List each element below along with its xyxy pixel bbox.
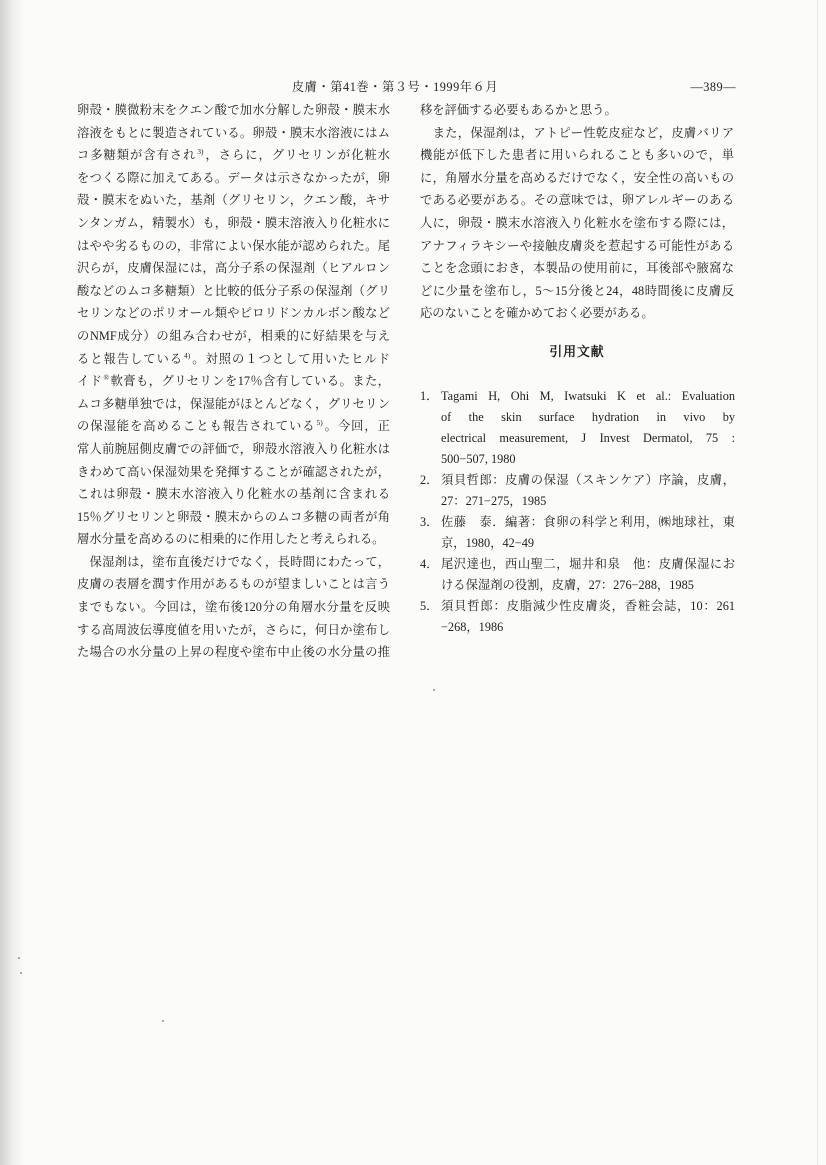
right-column [420, 99, 734, 325]
reference-line: 京，1980，42−49 [441, 536, 535, 550]
reference-text [441, 386, 735, 470]
text-run: までもない。今回は，塗布後120分の角層水分量を反映 [77, 600, 390, 615]
text-run: ムコ多糖単独では，保湿能がほとんどなく，グリセリン [77, 396, 390, 411]
text-run: 人に，卵殻・膜末水溶液入り化粧水を塗布する際には， [420, 215, 734, 230]
text-line [77, 370, 390, 393]
text-run: 機能が低下した患者に用いられることも多いので，単 [420, 148, 734, 163]
text-run: 応のないことを確かめておく必要がある。 [420, 306, 654, 321]
text-line [77, 483, 390, 506]
text-line [77, 212, 390, 235]
text-run: 皮膚の表層を潤す作用があるものが望ましいことは言う [77, 577, 390, 592]
reference-line: of the skin surface hydration in vivo by [441, 410, 735, 424]
text-run: をつくる際に加えてある。データは示さなかったが，卵 [77, 170, 390, 185]
text-run: 保湿剤は，塗布直後だけでなく，長時間にわたって， [77, 554, 390, 569]
text-line [420, 167, 734, 190]
text-run: のNMF成分）の組み合わせが，相乗的に好結果を与え [77, 328, 390, 343]
running-header-title: 皮膚・第41巻・第３号・1999年６月 [291, 80, 499, 94]
text-run: である必要がある。その意味では，卵アレルギーのある [420, 193, 734, 208]
text-line [77, 235, 390, 258]
text-line [77, 122, 390, 145]
text-line [420, 189, 734, 212]
text-run: 15％グリセリンと卵殻・膜末からのムコ多糖の両者が角 [77, 509, 390, 524]
text-line [77, 189, 390, 212]
text-line [77, 99, 390, 122]
text-run: に，角層水分量を高めるだけでなく，安全性の高いもの [420, 170, 734, 185]
text-run: どに少量を塗布し，5～15分後と24，48時間後に皮膚反 [420, 283, 734, 298]
reference-item [420, 512, 735, 554]
superscript: 5) [316, 418, 323, 428]
scan-speck [18, 957, 20, 959]
text-run: 酸などのムコ多糖類）と比較的低分子系の保湿剤（グリ [77, 283, 390, 298]
text-line [420, 122, 734, 145]
text-line [77, 506, 390, 529]
text-run: また，保湿剤は，アトピー性乾皮症など，皮膚バリア [420, 125, 734, 140]
reference-line: 須貝哲郎：皮膚の保湿（スキンケア）序論，皮膚， [441, 473, 735, 487]
reference-number: 2． [420, 473, 439, 487]
scan-speck [162, 1020, 164, 1022]
reference-number: 5． [420, 599, 439, 613]
scan-speck [20, 972, 22, 974]
reference-number: 3． [420, 515, 439, 529]
reference-line: 27：271−275，1985 [441, 494, 547, 508]
text-line [77, 415, 390, 438]
text-run: コ多糖類が含有され [77, 148, 197, 163]
text-run: 殻・膜末をぬいた，基剤（グリセリン，クエン酸，キサ [77, 193, 390, 208]
reference-item [420, 470, 735, 512]
text-run: の保湿能を高めることも報告されている [77, 419, 316, 434]
text-line [420, 280, 734, 303]
reference-number: 4． [420, 557, 439, 571]
text-line [77, 596, 390, 619]
reference-line: ける保湿剤の役割，皮膚，27：276−288，1985 [441, 578, 694, 592]
text-line [420, 212, 734, 235]
reference-line: electrical measurement, J Invest Dermatol, 75 : [441, 431, 735, 445]
text-line [77, 641, 390, 664]
text-line [77, 167, 390, 190]
text-line [77, 348, 390, 371]
reference-item [420, 554, 735, 596]
text-run: 軟膏も，グリセリンを17％含有している。また， [110, 374, 390, 389]
text-run: た場合の水分量の上昇の程度や塗布中止後の水分量の推 [77, 645, 390, 660]
text-line [420, 144, 734, 167]
text-run: する高周波伝導度値を用いたが，さらに，何日か塗布し [77, 622, 390, 637]
text-run: これは卵殻・膜末水溶液入り化粧水の基剤に含まれる [77, 487, 390, 502]
scan-line [817, 0, 818, 1165]
superscript: 3) [197, 147, 204, 157]
text-run: 常人前腕屈側皮膚での評価で，卵殻水溶液入り化粧水は [77, 441, 390, 456]
text-line [420, 99, 734, 122]
text-run: 沢らが，皮膚保湿には，高分子系の保湿剤（ヒアルロン [77, 261, 390, 276]
reference-line: Tagami H, Ohi M, Iwatsuki K et al.: Evaluation [441, 389, 735, 403]
scan-edge-shadow [0, 0, 24, 1165]
text-run: 卵殻・膜微粉末をクエン酸で加水分解した卵殻・膜末水 [77, 103, 390, 117]
text-line [77, 302, 390, 325]
text-run: ことを念頭におき，本製品の使用前に，耳後部や腋窩な [420, 261, 734, 276]
left-column [77, 99, 390, 664]
superscript: 4) [184, 350, 191, 360]
text-run: 層水分量を高めるのに相乗的に作用したと考えられる。 [77, 532, 385, 547]
text-line [77, 280, 390, 303]
reference-item [420, 596, 735, 638]
text-run: 。今回，正 [323, 419, 390, 434]
text-line [77, 573, 390, 596]
text-line [77, 619, 390, 642]
text-run: 。対照の１つとして用いたヒルド [191, 351, 390, 366]
reference-line: −268，1986 [441, 620, 504, 634]
text-line [77, 461, 390, 484]
text-line [77, 551, 390, 574]
superscript: ® [103, 373, 110, 383]
scan-speck [433, 689, 435, 691]
text-run: ンタンガム，精製水）も，卵殻・膜末溶液入り化粧水に [77, 215, 390, 230]
text-run: 溶液をもとに製造されている。卵殻・膜末水溶液にはム [77, 125, 390, 140]
reference-item [420, 386, 735, 470]
text-line [420, 235, 734, 258]
text-line [77, 438, 390, 461]
reference-text [441, 470, 735, 512]
reference-line: 須貝哲郎：皮脂減少性皮膚炎，香粧会誌，10：261 [441, 599, 735, 613]
text-run: イド [77, 374, 103, 389]
references-heading: 引用文献 [549, 345, 605, 359]
text-line [420, 302, 734, 325]
text-run: 移を評価する必要もあるかと思う。 [420, 103, 617, 117]
text-run: ると報告している [77, 351, 183, 366]
reference-text [441, 554, 735, 596]
reference-line: 500−507, 1980 [441, 452, 516, 466]
reference-line: 佐藤 泰．編著：食卵の科学と利用，㈱地球社，東 [441, 515, 735, 529]
text-run: はやや劣るものの，非常によい保水能が認められた。尾 [77, 238, 390, 253]
text-line [420, 257, 734, 280]
text-line [77, 144, 390, 167]
reference-list [420, 386, 735, 638]
reference-number: 1． [420, 389, 439, 403]
text-line [77, 325, 390, 348]
page-number: —389— [690, 80, 736, 94]
text-run: きわめて高い保湿効果を発揮することが確認されたが， [77, 464, 390, 479]
reference-line: 尾沢達也，西山聖二，堀井和泉 他：皮膚保湿にお [441, 557, 735, 571]
text-line [77, 393, 390, 416]
reference-text [441, 512, 735, 554]
text-run: アナフィラキシーや接触皮膚炎を惹起する可能性がある [420, 238, 734, 253]
text-run: ，さらに，グリセリンが化粧水 [204, 148, 390, 163]
reference-text [441, 596, 735, 638]
text-run: セリンなどのポリオール類やピロリドンカルボン酸など [77, 306, 390, 321]
text-line [77, 528, 390, 551]
text-line [77, 257, 390, 280]
